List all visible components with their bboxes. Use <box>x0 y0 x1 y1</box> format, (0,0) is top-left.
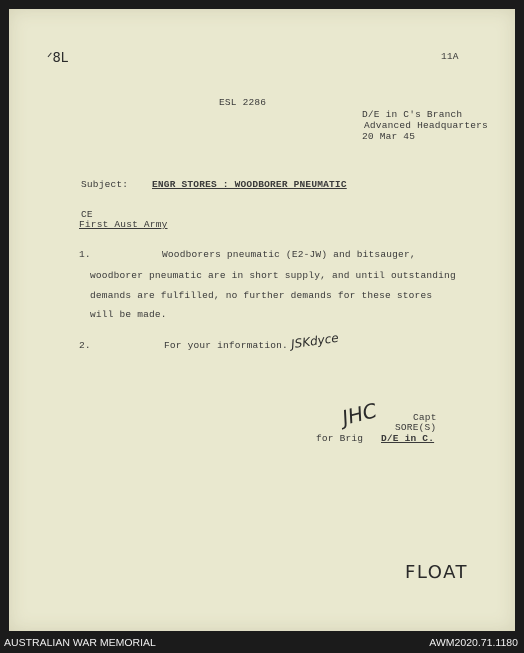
para1-number: 1. <box>79 249 91 260</box>
file-number: ESL 2286 <box>219 97 267 108</box>
para1-line-4: will be made. <box>90 309 167 320</box>
from-line-3: 20 Mar 45 <box>362 131 416 142</box>
sign-title: D/E in C. <box>381 433 435 444</box>
addressee-line-1: CE <box>81 209 93 220</box>
addressee-line-2: First Aust Army <box>79 219 168 230</box>
handwritten-note: FLOAT <box>405 562 469 583</box>
document-page <box>9 9 515 631</box>
para1-line-2: woodborer pneumatic are in short supply, and until outstanding <box>90 270 456 281</box>
subject-text: ENGR STORES : WOODBORER PNEUMATIC <box>152 179 347 190</box>
para2-text: For your information. <box>164 340 288 351</box>
footer-left: AUSTRALIAN WAR MEMORIAL <box>4 637 156 649</box>
sign-unit: SORE(S) <box>395 422 437 433</box>
subject-label: Subject: <box>81 179 129 190</box>
para2-initials: JSKdyce <box>290 330 340 352</box>
sign-rank: Capt <box>413 412 437 423</box>
sign-for: for Brig <box>316 433 364 444</box>
page-ref: 11A <box>441 51 459 62</box>
from-line-1: D/E in C's Branch <box>362 109 463 120</box>
para1-line-3: demands are fulfilled, no further demands for these stores <box>90 290 433 301</box>
from-line-2: Advanced Headquarters <box>364 120 488 131</box>
para2-number: 2. <box>79 340 91 351</box>
corner-mark: ᐟ8L <box>47 51 69 66</box>
footer-right: AWM2020.71.1180 <box>429 637 518 649</box>
signature: JHC <box>339 398 380 430</box>
para1-line-1: Woodborers pneumatic (E2-JW) and bitsauger, <box>162 249 416 260</box>
